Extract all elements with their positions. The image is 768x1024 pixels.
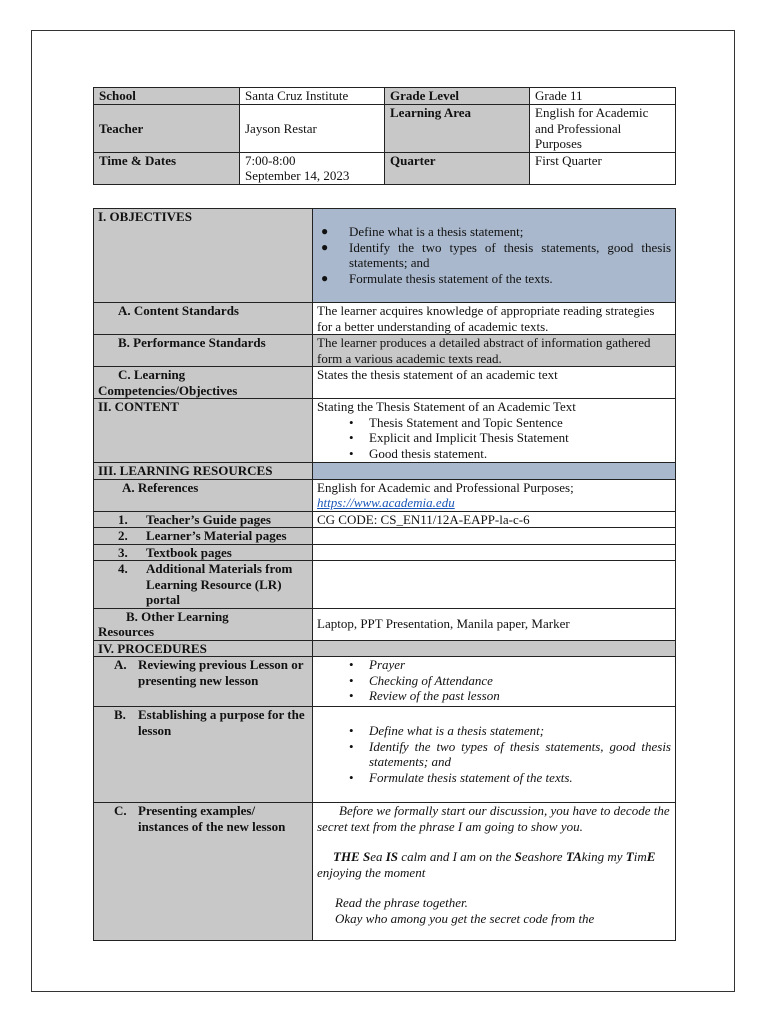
procedure-c-question: Okay who among you get the secret code from the bbox=[335, 910, 595, 926]
item-number: 4. bbox=[118, 561, 128, 576]
learners-material-label bbox=[94, 528, 313, 545]
content-standards-label: A. Content Standards bbox=[94, 303, 313, 335]
grade-label: Grade Level bbox=[385, 88, 530, 105]
other-resources-line1: B. Other Learning bbox=[126, 608, 229, 624]
other-resources-label bbox=[94, 608, 313, 640]
additional-materials-label bbox=[94, 561, 313, 609]
references-value bbox=[313, 479, 676, 511]
item-number: 2. bbox=[118, 528, 128, 543]
content-list bbox=[317, 415, 671, 462]
time-label: Time & Dates bbox=[94, 152, 240, 184]
procedure-c-paragraph: Before we formally start our discussion, you have to decode the secret text from the phrase I am going to show you. bbox=[317, 803, 670, 834]
code-text: eashore bbox=[521, 849, 566, 864]
resources-blank bbox=[313, 463, 676, 480]
procedure-c-value bbox=[313, 803, 676, 941]
textbook-pages-value bbox=[313, 544, 676, 561]
references-text: English for Academic and Professional Purposes; bbox=[317, 479, 574, 495]
list-item: • Identify the two types of thesis statements, good thesis statements; and bbox=[317, 739, 671, 770]
lesson-plan-table bbox=[93, 208, 676, 941]
objectives-label: I. OBJECTIVES bbox=[94, 209, 313, 303]
item-label: Presenting examples/ instances of the new lesson bbox=[138, 803, 286, 834]
grade-value: Grade 11 bbox=[530, 88, 676, 105]
area-label: Learning Area bbox=[385, 105, 530, 153]
header-info-table bbox=[93, 87, 676, 185]
code-text: enjoying the moment bbox=[317, 864, 426, 880]
procedure-b-label bbox=[94, 707, 313, 803]
procedure-c-instruction: Read the phrase together. bbox=[335, 895, 468, 910]
teachers-guide-label bbox=[94, 511, 313, 528]
list-item: • Review of the past lesson bbox=[317, 688, 671, 704]
item-letter: B. bbox=[114, 707, 126, 722]
code-text: ea bbox=[370, 849, 386, 864]
content-label: II. CONTENT bbox=[94, 399, 313, 463]
performance-standards-value: The learner produces a detailed abstract of information gathered form a various academic texts read. bbox=[313, 335, 676, 367]
references-link[interactable]: https://www.academia.edu bbox=[317, 495, 455, 510]
code-letter-bold: E bbox=[646, 849, 656, 864]
date-value: September 14, 2023 bbox=[245, 168, 350, 183]
list-item: ● Formulate thesis statement of the texts. bbox=[317, 271, 671, 287]
list-item: • Prayer bbox=[317, 657, 671, 673]
objectives-list-cell bbox=[313, 209, 676, 303]
competencies-label-line2: Competencies/Objectives bbox=[98, 382, 238, 398]
item-label: Learner’s Material pages bbox=[146, 528, 287, 543]
other-resources-value: Laptop, PPT Presentation, Manila paper, Marker bbox=[313, 608, 676, 640]
code-text: im bbox=[633, 849, 647, 864]
list-item: • Good thesis statement. bbox=[317, 446, 671, 462]
objectives-list bbox=[317, 224, 671, 286]
list-item: • Formulate thesis statement of the texts. bbox=[317, 770, 671, 786]
content-standards-value: The learner acquires knowledge of appropriate reading strategies for a better understanding of academic texts. bbox=[313, 303, 676, 335]
content-title: Stating the Thesis Statement of an Academic Text bbox=[317, 399, 576, 414]
code-letter-bold: IS bbox=[385, 849, 399, 864]
learners-material-value bbox=[313, 528, 676, 545]
procedure-a-value bbox=[313, 657, 676, 707]
list-item: • Thesis Statement and Topic Sentence bbox=[317, 415, 671, 431]
resources-label: III. LEARNING RESOURCES bbox=[94, 463, 313, 480]
time-value bbox=[240, 152, 385, 184]
school-label: School bbox=[94, 88, 240, 105]
references-label: A. References bbox=[94, 479, 313, 511]
teacher-value: Jayson Restar bbox=[240, 105, 385, 153]
list-item: • Checking of Attendance bbox=[317, 673, 671, 689]
secret-code-phrase bbox=[317, 849, 671, 880]
list-item: • Explicit and Implicit Thesis Statement bbox=[317, 430, 671, 446]
procedure-b-value bbox=[313, 707, 676, 803]
area-value: English for Academic and Professional Purposes bbox=[530, 105, 676, 153]
competencies-label bbox=[94, 367, 313, 399]
code-letter-bold: THE bbox=[333, 849, 363, 864]
item-label: Teacher’s Guide pages bbox=[146, 511, 271, 527]
quarter-value: First Quarter bbox=[530, 152, 676, 184]
item-number: 3. bbox=[118, 544, 128, 560]
item-number: 1. bbox=[118, 511, 128, 527]
performance-standards-label: B. Performance Standards bbox=[94, 335, 313, 367]
list-item: ● Define what is a thesis statement; bbox=[317, 224, 671, 240]
school-value: Santa Cruz Institute bbox=[240, 88, 385, 105]
procedures-label: IV. PROCEDURES bbox=[94, 640, 313, 657]
procedure-a-list bbox=[317, 657, 671, 704]
procedure-b-list bbox=[317, 723, 671, 785]
item-label: Additional Materials from Learning Resource (LR) portal bbox=[146, 561, 293, 607]
content-value bbox=[313, 399, 676, 463]
competencies-label-line1: C. Learning bbox=[118, 367, 186, 382]
time-range: 7:00-8:00 bbox=[245, 152, 296, 168]
procedure-c-label bbox=[94, 803, 313, 941]
teachers-guide-value: CG CODE: CS_EN11/12A-EAPP-la-c-6 bbox=[313, 511, 676, 528]
code-letter-bold: T bbox=[625, 849, 634, 864]
code-letter-bold: S bbox=[362, 849, 371, 864]
additional-materials-value bbox=[313, 561, 676, 609]
item-label: Textbook pages bbox=[146, 544, 232, 560]
item-label: Establishing a purpose for the lesson bbox=[138, 707, 305, 738]
other-resources-line2: Resources bbox=[98, 624, 155, 639]
teacher-label: Teacher bbox=[94, 105, 240, 153]
quarter-label: Quarter bbox=[385, 152, 530, 184]
list-item: • Define what is a thesis statement; bbox=[317, 723, 671, 739]
item-letter: A. bbox=[114, 657, 127, 672]
textbook-pages-label bbox=[94, 544, 313, 561]
code-letter-bold: TA bbox=[565, 849, 582, 864]
list-item: ● Identify the two types of thesis statements, good thesis statements; and bbox=[317, 240, 671, 271]
procedure-a-label bbox=[94, 657, 313, 707]
procedures-blank bbox=[313, 640, 676, 657]
item-letter: C. bbox=[114, 803, 127, 818]
code-text: king my bbox=[581, 849, 626, 864]
item-label: Reviewing previous Lesson or presenting new lesson bbox=[138, 657, 304, 688]
code-letter-bold: S bbox=[514, 849, 522, 864]
code-text: calm and I am on the bbox=[398, 849, 515, 864]
competencies-value: States the thesis statement of an academic text bbox=[313, 367, 676, 399]
